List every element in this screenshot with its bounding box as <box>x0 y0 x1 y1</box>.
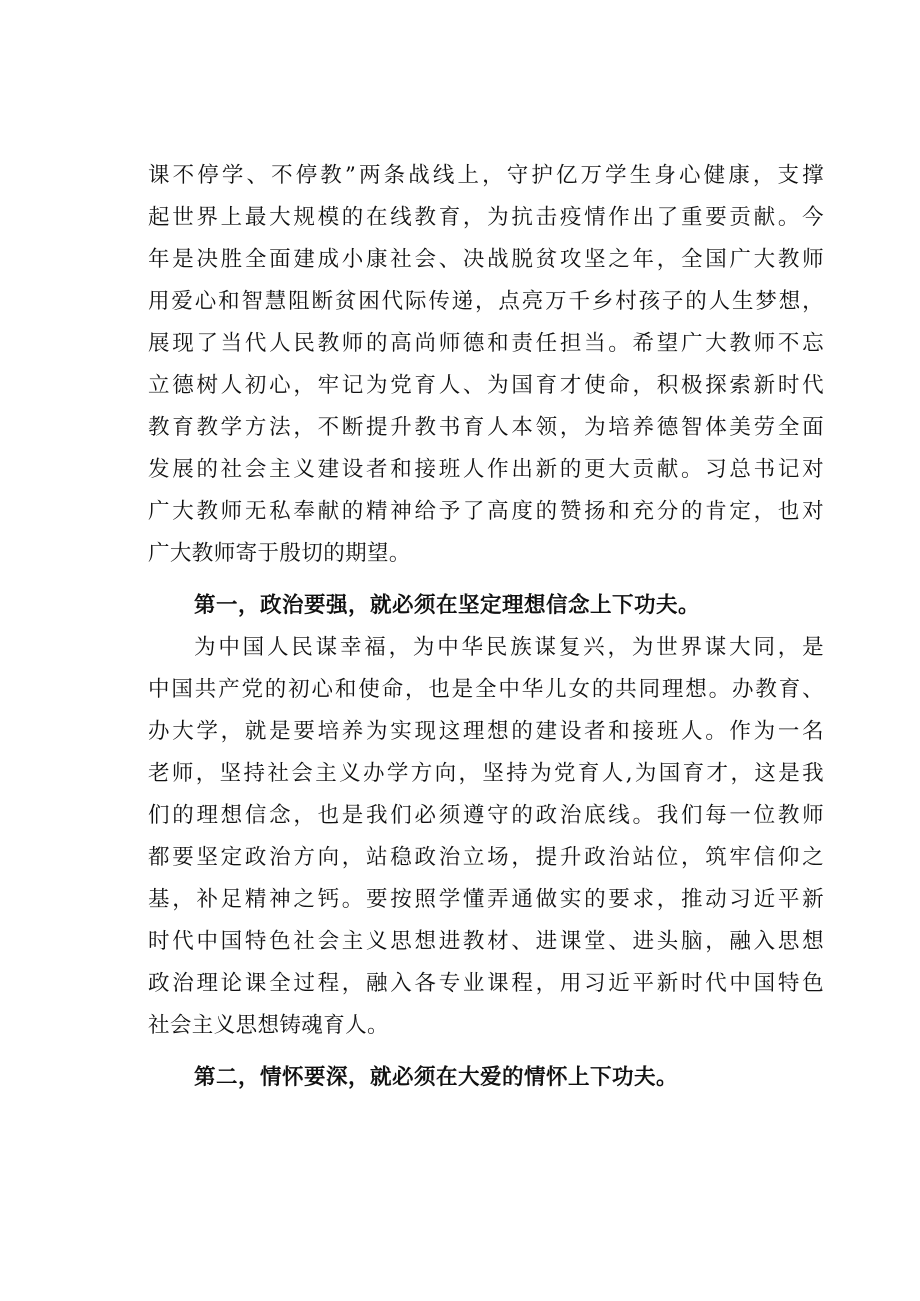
text-line: 都要坚定政治方向，站稳政治立场，提升政治站位，筑牢信仰之 <box>148 845 824 870</box>
text-line: 为中国人民谋幸福，为中华民族谋复兴，为世界谋大同，是 <box>194 635 824 660</box>
text-line: 课不停学、不停教”两条战线上，守护亿万学生身心健康，支撑 <box>148 163 824 188</box>
text-line: 起世界上最大规模的在线教育，为抗击疫情作出了重要贡献。今 <box>148 205 824 230</box>
paragraph-political <box>148 627 824 1047</box>
section-heading-first: 第一，政治要强，就必须在坚定理想信念上下功夫。 <box>194 593 701 618</box>
text-line: 社会主义思想铸魂育人。 <box>148 1013 389 1038</box>
text-line: 立德树人初心，牢记为党育人、为国育才使命，积极探索新时代 <box>148 373 824 398</box>
text-line: 办大学，就是要培养为实现这理想的建设者和接班人。作为一名 <box>148 719 824 744</box>
text-line: 广大教师无私奉献的精神给予了高度的赞扬和充分的肯定，也对 <box>148 499 824 524</box>
paragraph-continuation <box>148 155 824 575</box>
text-line: 广大教师寄于殷切的期望。 <box>148 541 411 566</box>
text-line: 们的理想信念，也是我们必须遵守的政治底线。我们每一位教师 <box>148 803 824 828</box>
text-line: 时代中国特色社会主义思想进教材、进课堂、进头脑，融入思想 <box>148 929 824 954</box>
text-line: 教育教学方法，不断提升教书育人本领，为培养德智体美劳全面 <box>148 415 824 440</box>
text-line: 发展的社会主义建设者和接班人作出新的更大贡献。习总书记对 <box>148 457 824 482</box>
section-heading-second: 第二，情怀要深，就必须在大爱的情怀上下功夫。 <box>194 1065 679 1090</box>
text-line: 基，补足精神之钙。要按照学懂弄通做实的要求，推动习近平新 <box>148 887 824 912</box>
text-line: 中国共产党的初心和使命，也是全中华儿女的共同理想。办教育、 <box>148 677 824 702</box>
text-line: 展现了当代人民教师的高尚师德和责任担当。希望广大教师不忘 <box>148 331 824 356</box>
text-line: 年是决胜全面建成小康社会、决战脱贫攻坚之年，全国广大教师 <box>148 247 824 272</box>
text-line: 老师，坚持社会主义办学方向，坚持为党育人,为国育才，这是我 <box>148 761 824 786</box>
document-page <box>148 155 824 1099</box>
text-line: 政治理论课全过程，融入各专业课程，用习近平新时代中国特色 <box>148 971 824 996</box>
text-line: 用爱心和智慧阻断贫困代际传递，点亮万千乡村孩子的人生梦想， <box>148 289 824 314</box>
